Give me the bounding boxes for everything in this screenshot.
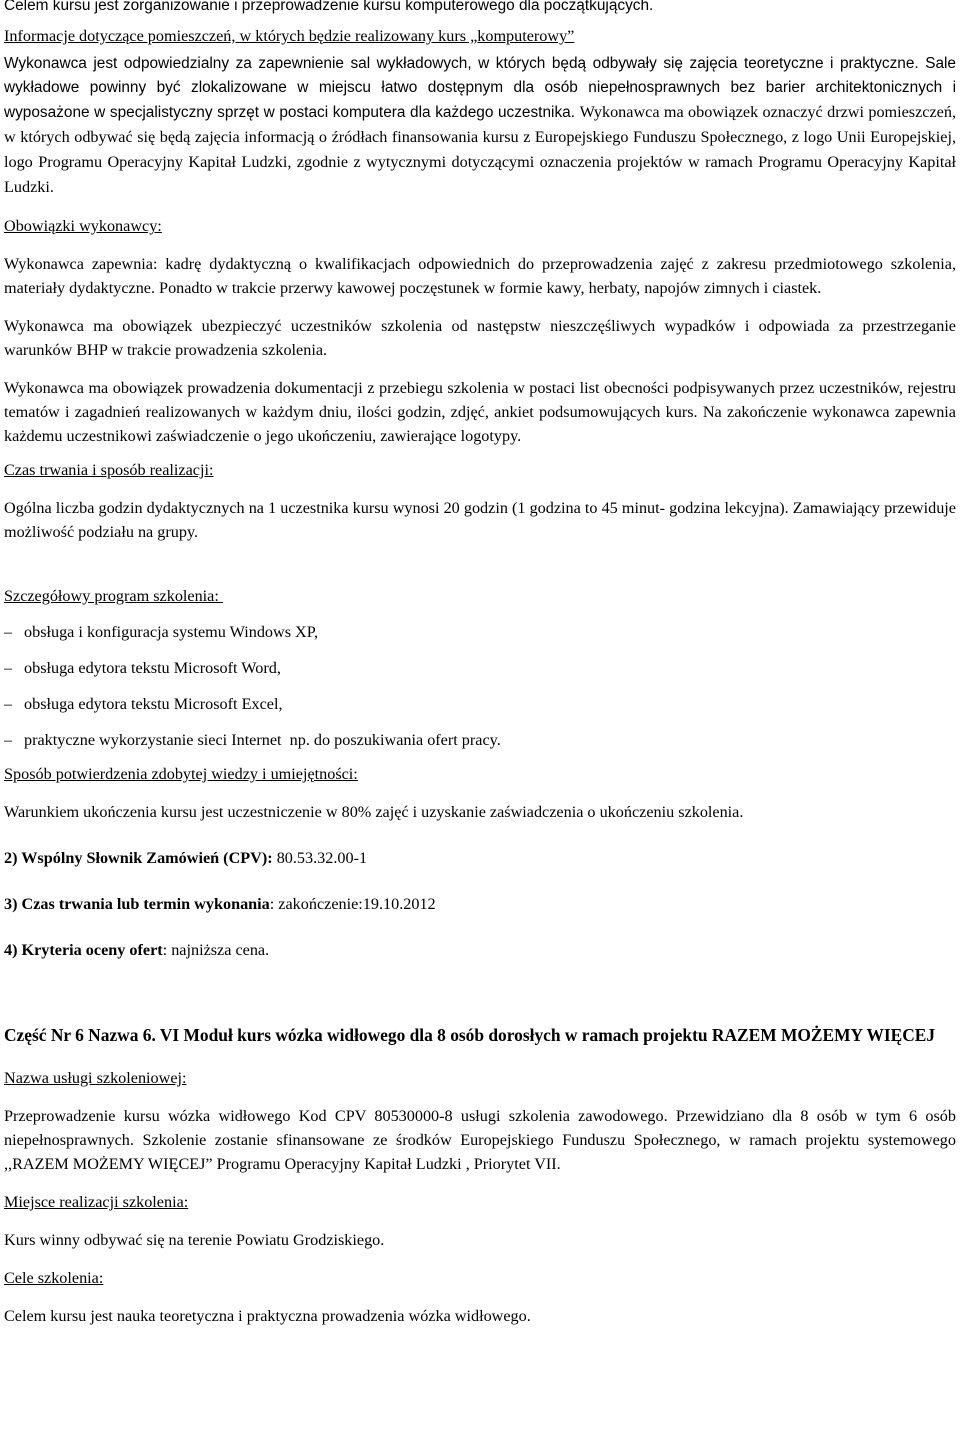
term-line bbox=[4, 892, 956, 916]
list-item-text: praktyczne wykorzystanie sieci Internet np. do poszukiwania ofert pracy. bbox=[24, 731, 501, 749]
list-item bbox=[4, 656, 956, 680]
list-item-text: obsługa i konfiguracja systemu Windows XP, bbox=[24, 623, 318, 641]
cpv-value: 80.53.32.00-1 bbox=[272, 849, 368, 867]
confirmation-heading: Sposób potwierdzenia zdobytej wiedzy i umiejętności: bbox=[4, 765, 358, 783]
term-label: 3) Czas trwania lub termin wykonania bbox=[4, 895, 270, 913]
list-item bbox=[4, 728, 956, 752]
dash-bullet: – bbox=[4, 731, 13, 749]
list-item-text: obsługa edytora tekstu Microsoft Excel, bbox=[24, 695, 283, 713]
list-item bbox=[4, 620, 956, 644]
list-item-text: obsługa edytora tekstu Microsoft Word, bbox=[24, 659, 281, 677]
document-page bbox=[4, 0, 956, 1328]
dash-bullet: – bbox=[4, 623, 13, 641]
dash-bullet: – bbox=[4, 695, 13, 713]
criteria-line bbox=[4, 938, 956, 962]
obligations-paragraph-2: Wykonawca ma obowiązek ubezpieczyć uczestników szkolenia od następstw nieszczęśliwych wypadków i odpowiada za przestrzeganie warunków BHP w trakcie prowadzenia szkolenia. bbox=[4, 317, 956, 359]
place-text: Kurs winny odbywać się na terenie Powiatu Grodziskiego. bbox=[4, 1231, 385, 1249]
obligations-paragraph-3: Wykonawca ma obowiązek prowadzenia dokumentacji z przebiegu szkolenia w postaci list obecności podpisywanych przez uczestników, rejestru tematów i zagadnień realizowanych w każdym dniu, ilości godzin, zdjęć, ankiet podsumowujących kurs. Na zakończenie wykonawca zapewnia każdemu uczestnikowi zaświadczenie o jego ukończeniu, zawierające logotypy. bbox=[4, 379, 956, 445]
cpv-line bbox=[4, 846, 956, 870]
program-heading: Szczegółowy program szkolenia: bbox=[4, 587, 223, 605]
criteria-label: 4) Kryteria oceny ofert bbox=[4, 941, 163, 959]
goals-text: Celem kursu jest nauka teoretyczna i praktyczna prowadzenia wózka widłowego. bbox=[4, 1307, 531, 1325]
part-6-title: Część Nr 6 Nazwa 6. VI Moduł kurs wózka widłowego dla 8 osób dorosłych w ramach projektu RAZEM MOŻEMY WIĘCEJ bbox=[4, 1025, 936, 1045]
service-text: Przeprowadzenie kursu wózka widłowego Kod CPV 80530000-8 usługi szkolenia zawodowego. Przewidziano dla 8 osób w tym 6 osób niepełnosprawnych. Szkolenie zostanie sfinansowane ze środków Europejskiego Funduszu Społecznego, w ramach projektu systemowego ,,RAZEM MOŻEMY WIĘCEJ” Programu Operacyjny Kapitał Ludzki , Priorytet VII. bbox=[4, 1107, 956, 1173]
rooms-text bbox=[4, 52, 956, 200]
confirmation-text: Warunkiem ukończenia kursu jest uczestniczenie w 80% zajęć i uzyskanie zaświadczenia o ukończeniu szkolenia. bbox=[4, 803, 744, 821]
program-list bbox=[4, 620, 956, 752]
place-heading: Miejsce realizacji szkolenia: bbox=[4, 1193, 189, 1211]
rooms-heading: Informacje dotyczące pomieszczeń, w których będzie realizowany kurs „komputerowy” bbox=[4, 27, 575, 45]
obligations-heading: Obowiązki wykonawcy: bbox=[4, 217, 162, 235]
list-item bbox=[4, 692, 956, 716]
rooms-text-part1: Wykonawca jest odpowiedzialny za zapewnienie sal wykładowych, w których będą odbywały się zajęcia teoretyczne i praktyczne. Sale wykładowe powinny być zlokalizowane w miejscu łatwo dostępnym dla osób niepełnosprawnych bez barier architektonicznych i wyposażone w specjalistyczny sprzęt w postaci komputera dla każdego uczestnika. bbox=[4, 55, 956, 121]
rooms-text-part2: Wykonawca ma obowiązek oznaczyć drzwi pomieszczeń, w których odbywać się będą zajęcia informacją o źródłach finansowania kursu z Europejskiego Funduszu Społecznego, z logo Unii Europejskiej, logo Programu Operacyjny Kapitał Ludzki, zgodnie z wytycznymi dotyczącymi oznaczenia projektów w ramach Programu Operacyjny Kapitał Ludzki. bbox=[4, 103, 956, 196]
course-goal-text: Celem kursu jest zorganizowanie i przeprowadzenie kursu komputerowego dla początkujących. bbox=[4, 0, 654, 14]
duration-heading: Czas trwania i sposób realizacji: bbox=[4, 461, 214, 479]
goals-heading: Cele szkolenia: bbox=[4, 1269, 104, 1287]
duration-text: Ogólna liczba godzin dydaktycznych na 1 uczestnika kursu wynosi 20 godzin (1 godzina to 45 minut- godzina lekcyjna). Zamawiający przewiduje możliwość podziału na grupy. bbox=[4, 499, 956, 541]
term-value: : zakończenie:19.10.2012 bbox=[269, 895, 436, 913]
cpv-label: 2) Wspólny Słownik Zamówień (CPV): bbox=[4, 849, 273, 867]
criteria-value: : najniższa cena. bbox=[162, 941, 270, 959]
obligations-paragraph-1: Wykonawca zapewnia: kadrę dydaktyczną o kwalifikacjach odpowiednich do przeprowadzenia zajęć z zakresu przedmiotowego szkolenia, materiały dydaktyczne. Ponadto w trakcie przerwy kawowej poczęstunek w formie kawy, herbaty, napojów zimnych i ciastek. bbox=[4, 255, 956, 297]
dash-bullet: – bbox=[4, 659, 13, 677]
service-heading: Nazwa usługi szkoleniowej: bbox=[4, 1069, 187, 1087]
